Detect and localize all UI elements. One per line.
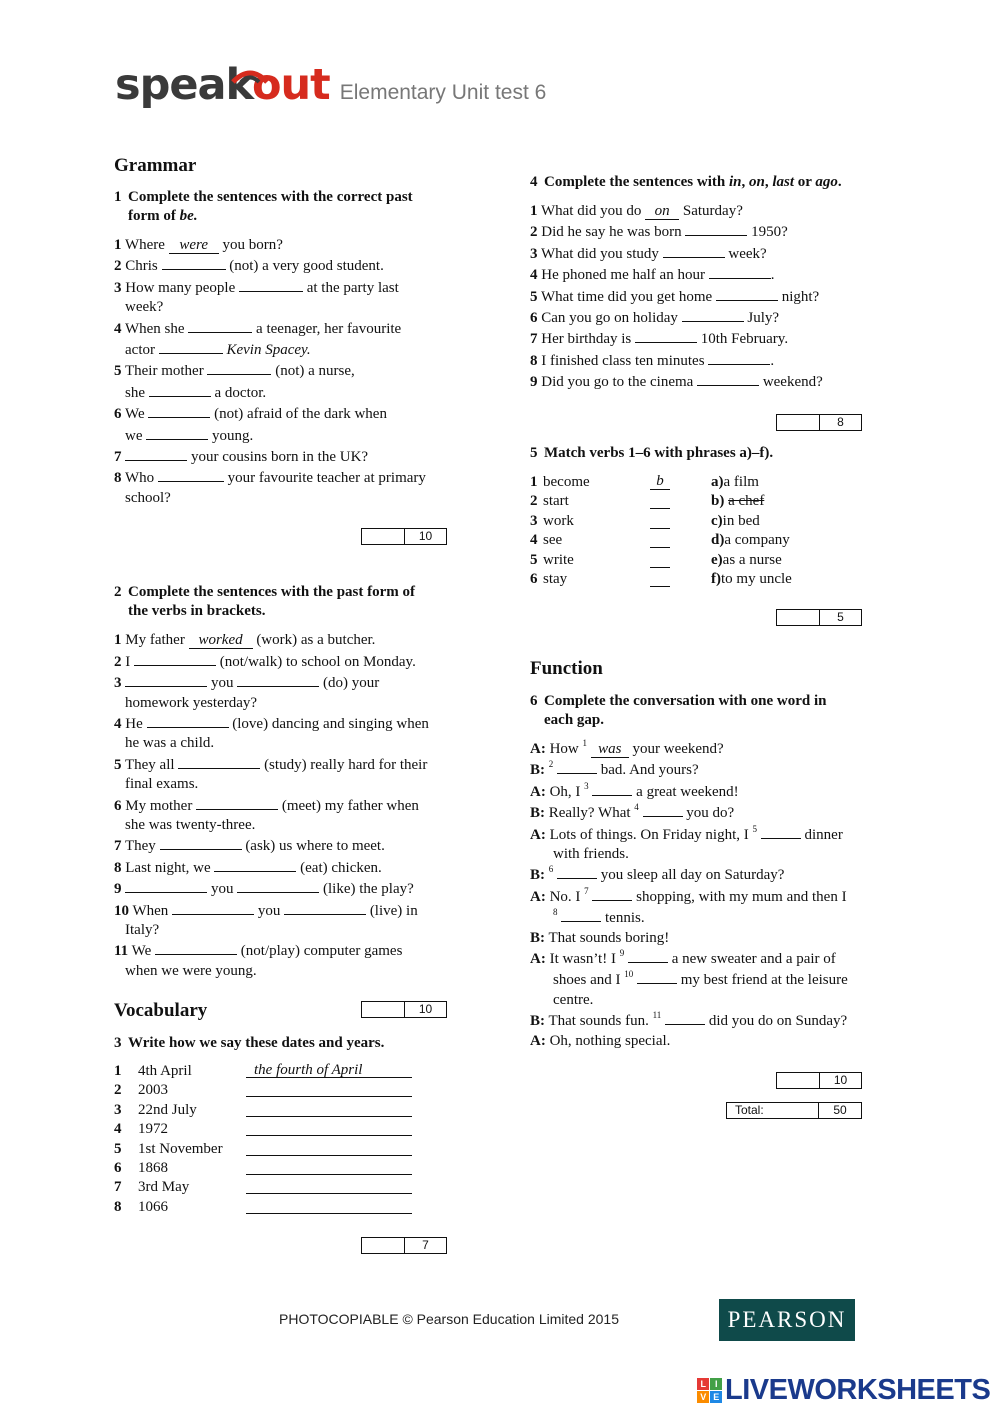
score-box: 5 (776, 609, 862, 626)
phrase-letter: f) (711, 571, 721, 588)
list-item: 8 Who your favourite teacher at primary (114, 467, 474, 488)
vocabulary-heading: Vocabulary (114, 1000, 208, 1021)
table-row (530, 492, 890, 511)
row-number: 2 (530, 493, 538, 510)
continuation-text: when we were young. (125, 962, 257, 979)
answer-field[interactable] (557, 864, 597, 879)
list-item: 5 They all (study) really hard for their (114, 754, 474, 775)
verb-cell: write (543, 551, 574, 568)
score-box: 10 (361, 1001, 447, 1018)
dialogue-line: A: Lots of things. On Friday night, I $^5$ dinner (530, 823, 843, 843)
date-cell: 4th April (138, 1063, 192, 1079)
total-score-box: Total: 50 (726, 1102, 862, 1119)
continuation-text: Italy? (125, 921, 160, 938)
continuation-text: she a doctor. (114, 382, 474, 403)
row-number: 4 (114, 1121, 122, 1138)
answer-field[interactable] (650, 551, 670, 568)
answer-field[interactable] (188, 318, 252, 333)
answer-field[interactable] (246, 1081, 412, 1097)
answer-field[interactable] (158, 467, 224, 482)
answer-field[interactable]: was (591, 742, 629, 758)
answer-field[interactable]: were (169, 238, 219, 254)
answer-field[interactable]: worked (189, 633, 253, 649)
exercise-2-items (114, 631, 474, 981)
table-row (114, 1198, 474, 1217)
answer-field[interactable] (284, 900, 366, 915)
list-item: 8 Last night, we (eat) chicken. (114, 857, 474, 878)
phrase-text: to my uncle (721, 571, 792, 588)
score-box: 10 (776, 1072, 862, 1089)
exercise-1-items (114, 236, 474, 508)
continuation-text: centre. (553, 991, 594, 1008)
dialogue-line: B: That sounds fun. $^{11}$ did you do on Sunday? (530, 1010, 848, 1030)
answer-field[interactable] (134, 651, 216, 666)
list-item: 2 I (not/walk) to school on Monday. (114, 651, 474, 672)
continuation-text: $^8$ tennis. (553, 907, 645, 927)
answer-field[interactable] (650, 531, 670, 548)
copyright-notice: PHOTOCOPIABLE © Pearson Education Limited 2015 (279, 1311, 620, 1327)
answer-field[interactable] (246, 1198, 412, 1214)
answer-field[interactable] (635, 328, 697, 343)
exercise-3-table (114, 1062, 474, 1217)
answer-field[interactable] (697, 371, 759, 386)
answer-field[interactable] (716, 286, 778, 301)
date-cell: 1st November (138, 1140, 223, 1157)
grammar-heading: Grammar (114, 155, 197, 176)
row-number: 3 (530, 512, 538, 529)
phrase-letter: e) (711, 551, 723, 568)
table-row (114, 1120, 474, 1139)
continuation-text: week? (125, 299, 164, 316)
list-item: 6 My mother (meet) my father when (114, 795, 474, 816)
phrase-letter: d) (711, 532, 725, 549)
list-item: 7 Her birthday is 10th February. (530, 328, 890, 349)
answer-field[interactable] (162, 255, 226, 270)
answer-field[interactable] (149, 382, 211, 397)
dialogue-line: B: Really? What $^4$ you do? (530, 802, 735, 822)
table-row (530, 531, 890, 550)
grammar-section (114, 155, 474, 1018)
phrase-letter: c) (711, 512, 723, 529)
row-number: 5 (530, 551, 538, 568)
continuation-text: homework yesterday? (125, 694, 258, 711)
list-item: 1 Where were you born? (114, 237, 283, 253)
table-row (530, 570, 890, 589)
answer-field[interactable] (214, 857, 296, 872)
table-row (114, 1178, 474, 1197)
score-box: 7 (361, 1237, 447, 1254)
answer-field[interactable] (246, 1101, 412, 1117)
logo-wordmark: speakout (115, 60, 330, 110)
verb-cell: start (543, 493, 569, 510)
score-box: 8 (776, 414, 862, 431)
dialogue-line: A: No. I $^7$ shopping, with my mum and then I (530, 885, 847, 905)
table-row (114, 1081, 474, 1100)
list-item: 3 How many people at the party last (114, 277, 474, 298)
answer-field[interactable] (246, 1178, 412, 1194)
row-number: 3 (114, 1101, 122, 1118)
verb-cell: stay (543, 571, 568, 588)
liveworksheets-watermark: L I V E LIVEWORKSHEETS (697, 1374, 990, 1407)
answer-field[interactable] (207, 360, 271, 375)
exercise-2-instruction: 2 Complete the sentences with the past form of the verbs in brackets. (114, 584, 416, 620)
exercise-5-table (530, 473, 890, 589)
answer-field[interactable] (709, 264, 771, 279)
table-row (530, 512, 890, 531)
date-cell: 22nd July (138, 1101, 197, 1118)
answer-field[interactable] (147, 713, 229, 728)
answer-field[interactable] (246, 1120, 412, 1136)
continuation-text: with friends. (553, 846, 629, 863)
answer-field[interactable] (125, 878, 207, 893)
list-item: 8 I finished class ten minutes . (530, 350, 890, 371)
exercise-5-instruction: 5 Match verbs 1–6 with phrases a)–f). (530, 445, 774, 461)
answer-field[interactable] (592, 886, 632, 901)
list-item: 7 They (ask) us where to meet. (114, 835, 474, 856)
answer-field[interactable] (160, 835, 242, 850)
answer-field[interactable] (159, 339, 223, 354)
list-item: 7 your cousins born in the UK? (114, 446, 474, 467)
answer-field[interactable] (178, 754, 260, 769)
exercise-3-instruction: 3 Write how we say these dates and years. (114, 1035, 385, 1051)
answer-field[interactable] (708, 350, 770, 365)
dialogue-line: A: Oh, nothing special. (530, 1032, 671, 1049)
row-number: 4 (530, 532, 538, 549)
list-item: 9 you (like) the play? (114, 878, 474, 899)
phrase-text: a film (723, 474, 759, 490)
answer-field[interactable] (637, 969, 677, 984)
answer-field[interactable] (125, 446, 187, 461)
phrase-text: a company (724, 532, 790, 549)
continuation-text: she was twenty-three. (125, 816, 256, 833)
dialogue-line: A: It wasn’t! I $^9$ a new sweater and a pair of (530, 948, 836, 968)
list-item: 1 What did you do on Saturday? (530, 203, 743, 219)
answer-field[interactable] (561, 907, 601, 922)
list-item: 4 When she a teenager, her favourite (114, 318, 474, 339)
vocabulary-section (114, 1000, 474, 1254)
exercise-4-items (530, 202, 890, 393)
continuation-text: shoes and I $^{10}$ my best friend at the leisure (553, 969, 848, 989)
row-number: 2 (114, 1082, 122, 1099)
row-number: 1 (530, 474, 538, 490)
row-number: 8 (114, 1198, 122, 1215)
date-cell: 1868 (138, 1160, 168, 1177)
score-box: 10 (361, 528, 447, 545)
answer-field[interactable] (650, 492, 670, 509)
list-item: 5 What time did you get home night? (530, 286, 890, 307)
answer-field[interactable] (761, 824, 801, 839)
answer-field[interactable] (665, 1010, 705, 1025)
list-item: 6 Can you go on holiday July? (530, 307, 890, 328)
list-item: 10 When you (live) in (114, 900, 474, 921)
continuation-text: we young. (114, 425, 474, 446)
list-item: 11 We (not/play) computer games (114, 940, 474, 961)
answer-field[interactable] (237, 672, 319, 687)
answer-field[interactable] (628, 948, 668, 963)
dialogue-line: B: $^6$ you sleep all day on Saturday? (530, 864, 785, 884)
phrase-letter: a) (711, 474, 724, 490)
answer-field[interactable] (557, 759, 597, 774)
exercise-6-instruction: 6 Complete the conversation with one word in each gap. (530, 693, 827, 728)
date-cell: 2003 (138, 1082, 168, 1099)
date-cell: 1066 (138, 1198, 168, 1215)
answer-field[interactable] (246, 1140, 412, 1156)
speakout-logo (115, 60, 546, 130)
continuation-text: final exams. (125, 776, 199, 793)
list-item: 6 We (not) afraid of the dark when (114, 403, 474, 424)
answer-field[interactable] (650, 512, 670, 529)
unit-test-title: Elementary Unit test 6 (339, 81, 547, 104)
phrase-text: a chef (728, 493, 765, 510)
continuation-text: actor Kevin Spacey. (114, 339, 474, 360)
list-item: 3 you (do) your (114, 672, 474, 693)
answer-field[interactable] (196, 795, 278, 810)
row-number: 6 (114, 1160, 122, 1177)
answer-field[interactable] (246, 1159, 412, 1175)
date-cell: 1972 (138, 1121, 168, 1138)
answer-field[interactable] (643, 802, 683, 817)
continuation-text: he was a child. (125, 735, 215, 752)
answer-field[interactable]: on (645, 204, 679, 220)
dialogue-line: B: $^2$ bad. And yours? (530, 759, 699, 779)
answer-field[interactable] (148, 403, 210, 418)
list-item: 5 Their mother (not) a nurse, (114, 360, 474, 381)
phrase-letter: b) (711, 493, 725, 510)
answer-field[interactable]: the fourth of April (246, 1062, 412, 1078)
verb-cell: work (543, 512, 574, 529)
table-row (114, 1062, 474, 1081)
answer-field[interactable] (592, 781, 632, 796)
table-row (530, 551, 890, 570)
phrase-text: in bed (722, 512, 760, 529)
dialogue-line: B: That sounds boring! (530, 929, 670, 946)
exercise-5 (530, 444, 890, 626)
row-number: 7 (114, 1179, 122, 1196)
list-item: 9 Did you go to the cinema weekend? (530, 371, 890, 392)
list-item: 2 Did he say he was born 1950? (530, 221, 890, 242)
pearson-logo: PEARSON (719, 1299, 855, 1341)
liveworksheets-icon: L I V E (697, 1378, 722, 1403)
function-section (530, 658, 900, 1119)
verb-cell: see (543, 532, 563, 549)
answer-field[interactable] (237, 878, 319, 893)
verb-cell: become (543, 474, 590, 490)
exercise-4 (530, 173, 890, 431)
list-item: 4 He phoned me half an hour . (530, 264, 890, 285)
answer-field[interactable] (685, 221, 747, 236)
list-item: 3 What did you study week? (530, 243, 890, 264)
answer-field[interactable] (172, 900, 254, 915)
answer-field[interactable] (155, 940, 237, 955)
exercise-4-instruction: 4 Complete the sentences with in, on, last or ago. (530, 174, 842, 190)
exercise-1-instruction: 1 Complete the sentences with the correct past form of be. (114, 189, 413, 224)
date-cell: 3rd May (138, 1179, 190, 1196)
continuation-text: school? (125, 489, 171, 506)
row-number: 1 (114, 1063, 122, 1079)
answer-field[interactable] (239, 277, 303, 292)
list-item: 2 Chris (not) a very good student. (114, 255, 474, 276)
answer-field[interactable] (682, 307, 744, 322)
conversation (530, 740, 900, 1051)
dialogue-line: A: Oh, I $^3$ a great weekend! (530, 780, 739, 800)
answer-field[interactable] (663, 243, 725, 258)
table-row (114, 1101, 474, 1120)
list-item: 1 My father worked (work) as a butcher. (114, 632, 376, 649)
phrase-text: as a nurse (722, 551, 782, 568)
speech-wave-icon (225, 62, 275, 84)
list-item: 4 He (love) dancing and singing when (114, 713, 474, 734)
answer-field[interactable] (125, 672, 207, 687)
table-row (530, 473, 890, 492)
table-row (114, 1140, 474, 1159)
dialogue-line: A: How $^1$ was your weekend? (530, 738, 724, 757)
answer-field[interactable]: b (650, 473, 670, 490)
answer-field[interactable] (146, 425, 208, 440)
function-heading: Function (530, 658, 603, 679)
row-number: 6 (530, 571, 538, 588)
table-row (114, 1159, 474, 1178)
row-number: 5 (114, 1140, 122, 1157)
answer-field[interactable] (650, 570, 670, 587)
